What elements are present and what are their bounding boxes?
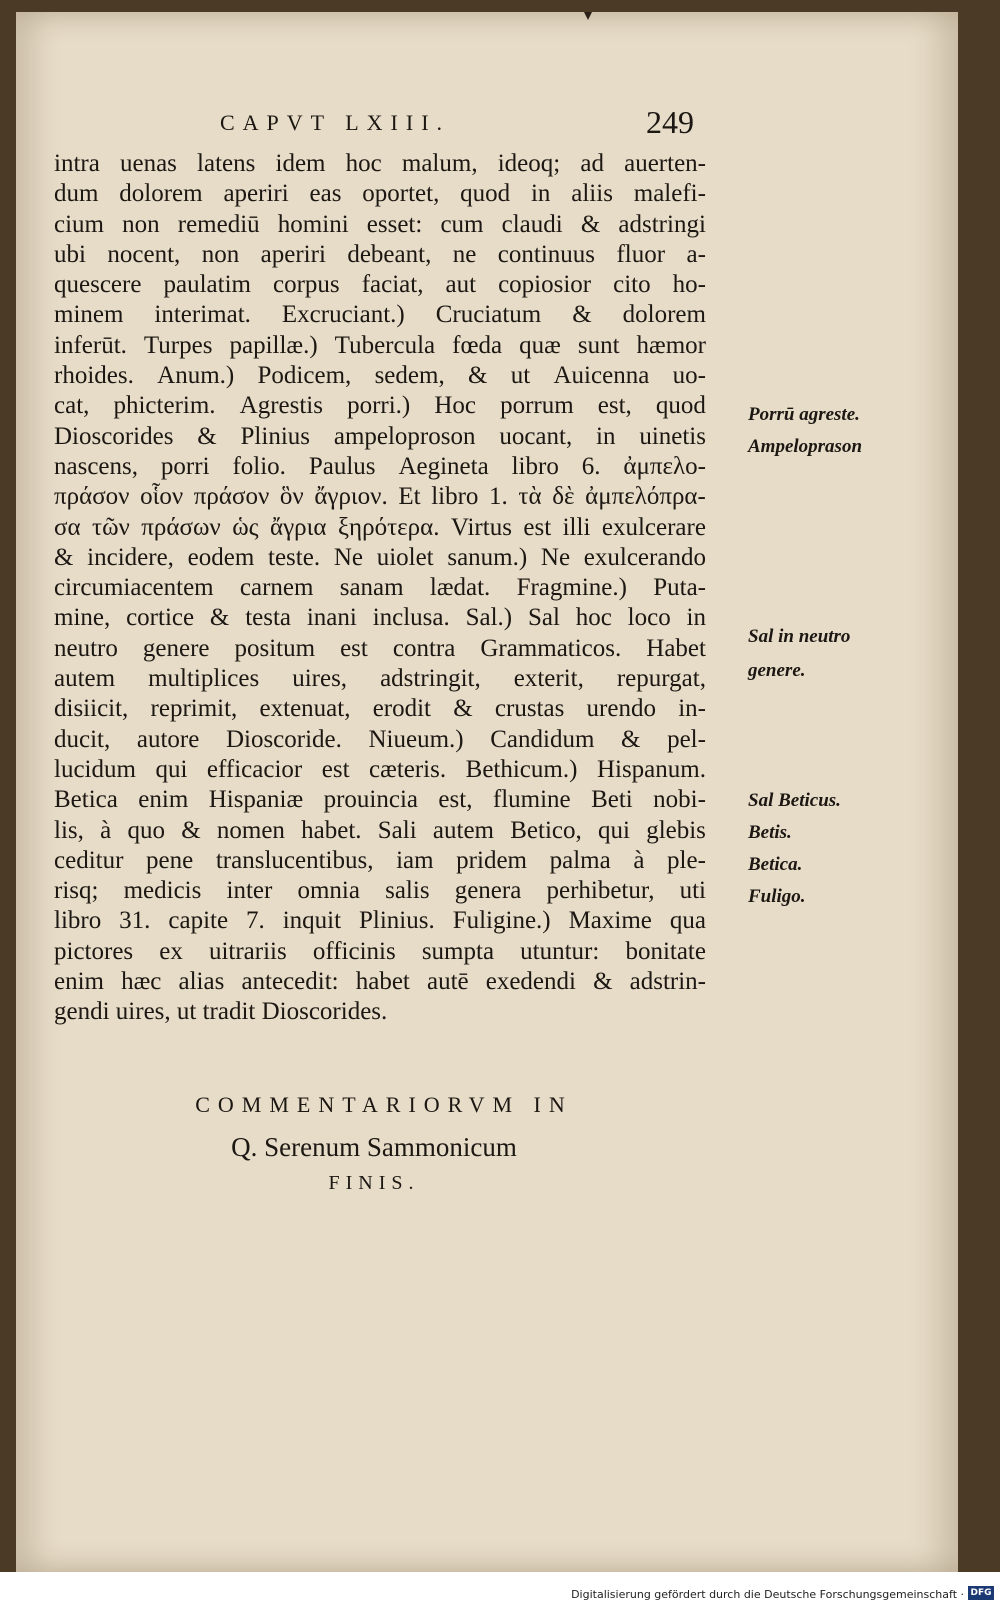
text-line: minem interimat. Excruciant.) Cruciatum & dolorem — [54, 301, 706, 329]
text-line: neutro genere positum est contra Grammaticos. Habet — [54, 634, 706, 662]
text-line: ubi nocent, non aperiri debeant, ne continuus fluor a- — [54, 240, 706, 268]
text-line: intra uenas latens idem hoc malum, ideoq; ad auerten- — [54, 150, 706, 177]
marginal-note: Sal Beticus. — [748, 790, 841, 811]
text-line: pictores ex uitrariis officinis sumpta utuntur: bonitate — [54, 937, 706, 965]
colophon — [16, 1092, 732, 1202]
marginal-note: Betica. — [748, 854, 803, 875]
marginal-note: Ampeloprason — [748, 436, 863, 457]
book-page — [16, 12, 958, 1572]
colophon-line: Q. Serenum Sammonicum — [231, 1132, 517, 1162]
text-line: lis, à quo & nomen habet. Sali autem Betico, qui glebis — [54, 816, 706, 844]
marginal-note: genere. — [748, 660, 806, 681]
text-line: lucidum qui efficacior est cæteris. Bethicum.) Hispanum. — [54, 755, 706, 783]
text-line: mine, cortice & testa inani inclusa. Sal.) Sal hoc loco in — [54, 604, 706, 632]
text-line: ducit, autore Dioscoride. Niueum.) Candidum & pel- — [54, 725, 706, 753]
text-line: disiicit, reprimit, extenuat, erodit & crustas urendo in- — [54, 695, 706, 723]
funding-credit: Digitalisierung gefördert durch die Deutsche Forschungsgemeinschaft · — [571, 1588, 964, 1601]
dfg-logo-icon: DFG — [968, 1586, 994, 1600]
text-line: nascens, porri folio. Paulus Aegineta libro 6. ἀμπελο- — [54, 452, 706, 480]
page-edge-mark-icon — [584, 12, 592, 20]
text-line: risq; medicis inter omnia salis genera perhibetur, uti — [54, 877, 706, 905]
colophon-line: FINIS. — [328, 1172, 420, 1194]
marginal-note: Porrū agreste. — [748, 404, 860, 425]
text-line: Betica enim Hispaniæ prouincia est, flumine Beti nobi- — [54, 786, 706, 814]
text-line: autem multiplices uires, adstringit, exterit, repurgat, — [54, 665, 706, 693]
text-line: dum dolorem aperiri eas oportet, quod in aliis malefi- — [54, 180, 706, 208]
text-line: cat, phicterim. Agrestis porri.) Hoc porrum est, quod — [54, 392, 706, 420]
text-line: inferūt. Turpes papillæ.) Tubercula fœda quæ sunt hæmor — [54, 331, 706, 359]
text-line: σα τῶν πράσων ὡς ἄγρια ξηρότερα. Virtus est illi exulcerare — [54, 513, 706, 541]
commentary-text — [54, 150, 863, 1029]
text-line: & incidere, eodem teste. Ne uiolet sanum.) Ne exulcerando — [54, 543, 706, 571]
colophon-line: COMMENTARIORVM IN — [195, 1092, 573, 1117]
text-line: gendi uires, ut tradit Dioscorides. — [54, 998, 388, 1026]
text-line: cium non remediū homini esset: cum claudi & adstringi — [54, 210, 706, 238]
text-line: Dioscorides & Plinius ampeloproson uocant, in uinetis — [54, 422, 706, 450]
text-line: circumiacentem carnem sanam lædat. Fragmine.) Puta- — [54, 574, 706, 602]
marginal-note: Fuligo. — [748, 886, 806, 907]
text-line: enim hæc alias antecedit: habet autē exedendi & adstrin- — [54, 968, 706, 996]
text-line: ceditur pene translucentibus, iam pridem palma à ple- — [54, 846, 706, 874]
marginal-note: Sal in neutro — [748, 626, 851, 647]
text-line: πράσον οἷον πράσον ὃν ἄγριον. Et libro 1. τὰ δὲ ἀμπελόπρα- — [54, 483, 706, 511]
text-line: rhoides. Anum.) Podicem, sedem, & ut Auicenna uo- — [54, 362, 706, 390]
running-head: CAPVT LXIII. — [220, 110, 451, 135]
page-number: 249 — [646, 104, 694, 140]
text-line: libro 31. capite 7. inquit Plinius. Fuligine.) Maxime qua — [54, 907, 706, 935]
marginal-note: Betis. — [748, 822, 792, 843]
text-line: quescere paulatim corpus faciat, aut copiosior cito ho- — [54, 271, 706, 299]
